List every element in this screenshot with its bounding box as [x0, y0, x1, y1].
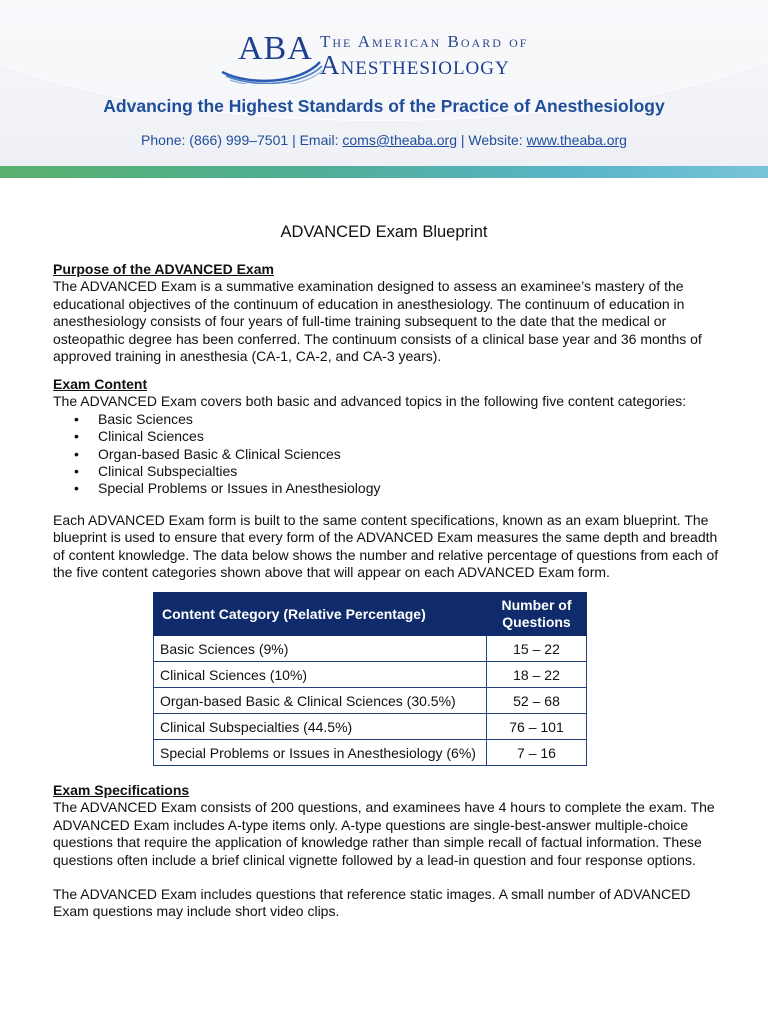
separator: |	[460, 132, 469, 148]
content-heading: Exam Content	[53, 376, 148, 392]
contact-line	[0, 132, 768, 148]
email-link[interactable]: coms@theaba.org	[342, 132, 457, 148]
logo-mark-text: ABA	[238, 30, 313, 67]
category-cell: Special Problems or Issues in Anesthesiology (6%)	[154, 740, 487, 766]
phone: Phone: (866) 999–7501	[141, 132, 289, 148]
range-cell: 15 – 22	[487, 636, 587, 662]
specs-body-1: The ADVANCED Exam consists of 200 questions, and examinees have 4 hours to complete the exam. The ADVANCED Exam includes A-type items only. A-type questions are single-best-answer multiple-choice questions that require the application of knowledge rather than simple recall of factual information. These questions often include a brief clinical vignette followed by a lead-in question and four response options.	[53, 799, 715, 868]
specs-section	[53, 782, 723, 921]
blueprint-body: Each ADVANCED Exam form is built to the same content specifications, known as an exam blueprint. The blueprint is used to ensure that every form of the ADVANCED Exam measures the same depth and breadth of content knowledge. The data below shows the number and relative percentage of questions from each of the five content categories shown above that will appear on each ADVANCED Exam form.	[53, 512, 719, 581]
logo-line-1: The American Board of	[320, 32, 529, 51]
tagline: Advancing the Highest Standards of the Practice of Anesthesiology	[103, 96, 665, 116]
specs-body-2: The ADVANCED Exam includes questions that reference static images. A small number of ADVANCED Exam questions may include short video clips.	[53, 886, 691, 920]
letterhead	[0, 0, 768, 170]
category-cell: Basic Sciences (9%)	[154, 636, 487, 662]
table-header-row	[154, 593, 587, 636]
website-link[interactable]: www.theaba.org	[526, 132, 627, 148]
header-category: Content Category (Relative Percentage)	[154, 593, 487, 636]
range-cell: 52 – 68	[487, 688, 587, 714]
category-cell: Clinical Sciences (10%)	[154, 662, 487, 688]
table-row	[154, 740, 587, 766]
aba-logo	[220, 28, 560, 88]
purpose-body: The ADVANCED Exam is a summative examination designed to assess an examinee’s mastery of the educational objectives of the continuum of education in anesthesiology. The continuum of education in anesthesiology consists of four years of full-time training subsequent to the date that the medical or osteopathic degree has been conferred. The continuum consists of a clinical base year and 36 months of approved training in anesthesia (CA-1, CA-2, and CA-3 years).	[53, 278, 702, 365]
content-intro: The ADVANCED Exam covers both basic and advanced topics in the following five content categories:	[53, 393, 687, 410]
purpose-section	[53, 261, 723, 365]
category-cell: Organ-based Basic & Clinical Sciences (30.5%)	[154, 688, 487, 714]
website-label: Website:	[468, 132, 523, 148]
list-item: • Basic Sciences	[53, 411, 723, 428]
blueprint-explanation	[53, 512, 723, 582]
header-number: Number of Questions	[487, 593, 587, 636]
list-item: • Organ-based Basic & Clinical Sciences	[53, 446, 723, 463]
document-title: ADVANCED Exam Blueprint	[280, 223, 488, 241]
table-row	[154, 714, 587, 740]
table-row	[154, 662, 587, 688]
logo-line-2: Anesthesiology	[320, 50, 510, 80]
separator: |	[292, 132, 300, 148]
list-item: • Special Problems or Issues in Anesthesiology	[53, 480, 723, 497]
range-cell: 7 – 16	[487, 740, 587, 766]
purpose-heading: Purpose of the ADVANCED Exam	[53, 261, 274, 277]
list-item: • Clinical Subspecialties	[53, 463, 723, 480]
table-row	[154, 636, 587, 662]
content-section	[53, 376, 723, 498]
range-cell: 18 – 22	[487, 662, 587, 688]
blueprint-table	[153, 592, 587, 766]
list-item: • Clinical Sciences	[53, 428, 723, 445]
category-list	[53, 411, 723, 498]
email-label: Email:	[299, 132, 339, 148]
range-cell: 76 – 101	[487, 714, 587, 740]
category-cell: Clinical Subspecialties (44.5%)	[154, 714, 487, 740]
table-row	[154, 688, 587, 714]
specs-heading: Exam Specifications	[53, 782, 190, 798]
header-color-band	[0, 166, 768, 178]
